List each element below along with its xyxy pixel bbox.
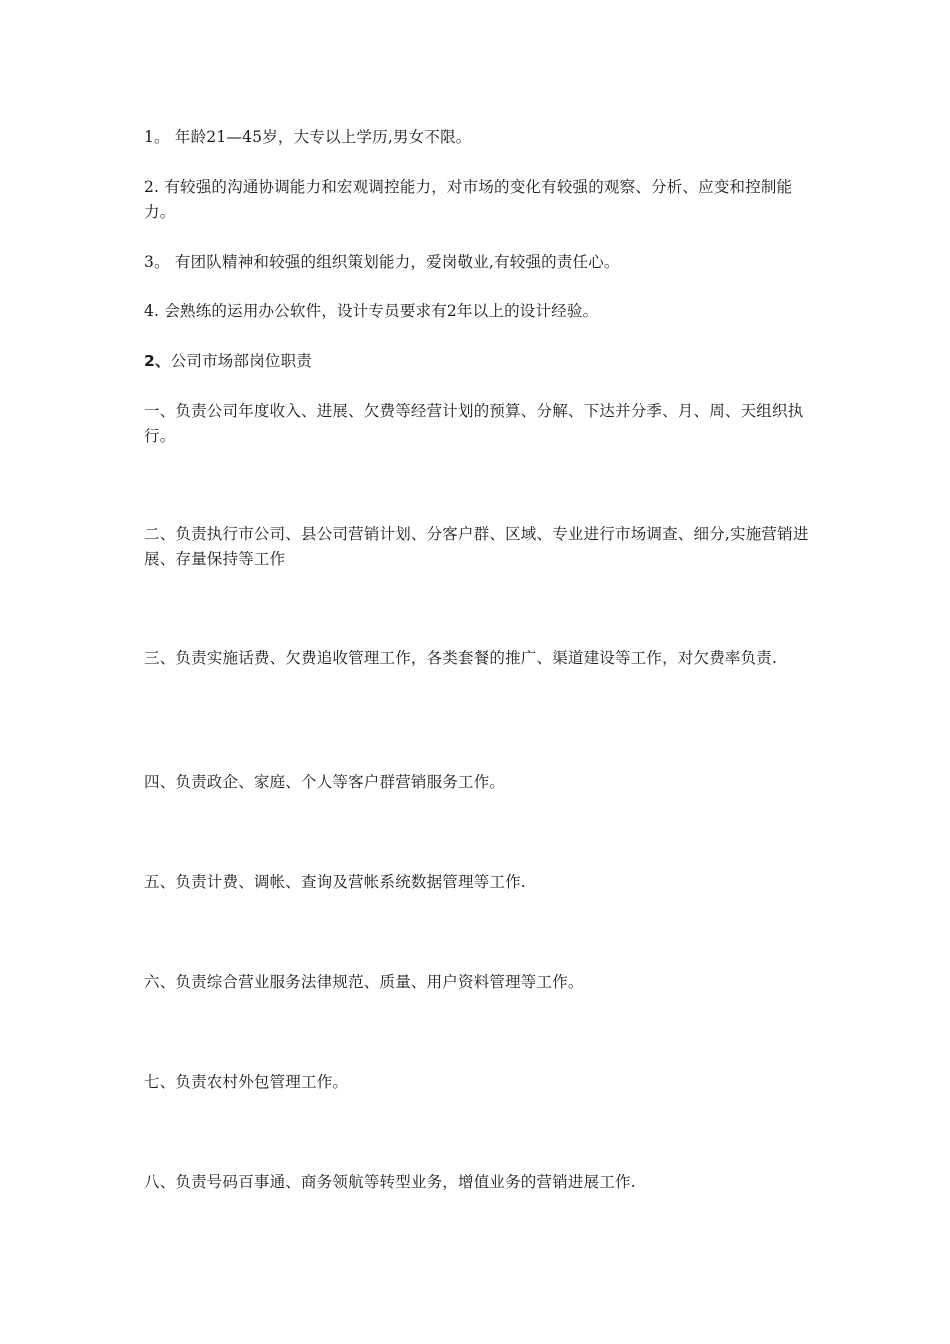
requirement-item-2: 2. 有较强的沟通协调能力和宏观调控能力，对市场的变化有较强的观察、分析、应变和控制能力。 (144, 178, 793, 221)
requirement-item-3: 3。 有团队精神和较强的组织策划能力，爱岗敬业,有较强的责任心。 (144, 253, 620, 271)
duty-item-1: 一、负责公司年度收入、进展、欠费等经营计划的预算、分解、下达并分季、月、周、天组织执行。 (144, 402, 804, 445)
duty-item-5: 五、负责计费、调帐、查询及营帐系统数据管理等工作. (144, 873, 526, 891)
duty-item-8: 八、负责号码百事通、商务领航等转型业务，增值业务的营销进展工作. (144, 1173, 636, 1191)
duty-item-2: 二、负责执行市公司、县公司营销计划、分客户群、区域、专业进行市场调查、细分,实施营销进展、存量保持等工作 (144, 525, 809, 568)
duty-item-4: 四、负责政企、家庭、个人等客户群营销服务工作。 (144, 773, 506, 791)
duty-item-3: 三、负责实施话费、欠费追收管理工作，各类套餐的推广、渠道建设等工作，对欠费率负责. (144, 649, 778, 667)
section-heading (144, 349, 809, 374)
requirement-item-1: 1。 年龄21—45岁，大专以上学历,男女不限。 (144, 128, 472, 146)
section-title: 公司市场部岗位职责 (170, 352, 312, 370)
duty-item-6: 六、负责综合营业服务法律规范、质量、用户资料管理等工作。 (144, 973, 584, 991)
duty-item-7: 七、负责农村外包管理工作。 (144, 1073, 349, 1091)
section-number: 2、 (144, 352, 171, 370)
requirement-item-4: 4. 会熟练的运用办公软件，设计专员要求有2年以上的设计经验。 (144, 302, 599, 320)
